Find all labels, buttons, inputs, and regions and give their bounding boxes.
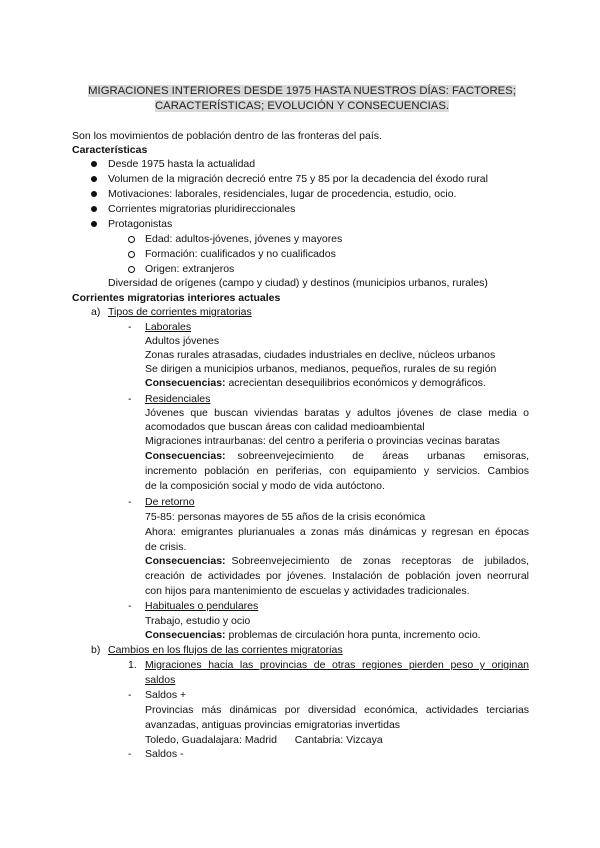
list-marker: a) bbox=[91, 306, 101, 318]
list-item: Origen: extranjeros bbox=[145, 263, 235, 275]
residenciales-line: Jóvenes que buscan viviendas baratas y adultos jóvenes de clase media o bbox=[145, 407, 529, 419]
caracteristicas-heading: Características bbox=[72, 144, 148, 156]
saldos-pos-title: Saldos + bbox=[145, 689, 187, 701]
bullet-icon bbox=[91, 161, 97, 167]
diversidad-text: Diversidad de orígenes (campo y ciudad) y destinos (municipios urbanos, rurales) bbox=[108, 277, 488, 289]
corrientes-heading: Corrientes migratorias interiores actuales bbox=[72, 292, 281, 304]
consecuencias-text: sobreenvejecimiento de áreas urbanas emisoras, bbox=[237, 450, 529, 462]
bullet-icon bbox=[91, 221, 97, 227]
numbered-item-line: saldos bbox=[145, 674, 176, 686]
consecuencias-text: problemas de circulación hora punta, incremento ocio. bbox=[228, 629, 481, 641]
title-line-1: MIGRACIONES INTERIORES DESDE 1975 HASTA NUESTROS DÍAS: FACTORES; bbox=[88, 85, 516, 97]
intro-text: Son los movimientos de población dentro de las fronteras del país. bbox=[72, 130, 382, 142]
bullet-icon bbox=[91, 206, 97, 212]
laborales-line: Se dirigen a municipios urbanos, medianos, pequeños, rurales de su región bbox=[145, 363, 497, 375]
residenciales-consecuencias bbox=[145, 449, 529, 464]
consecuencias-text: incremento población en periferias, con equipamiento y servicios. Cambios bbox=[145, 465, 529, 477]
saldos-pos-example: Cantabria: Vizcaya bbox=[294, 734, 383, 746]
list-item: Desde 1975 hasta la actualidad bbox=[108, 158, 256, 170]
circle-bullet-icon bbox=[128, 236, 135, 243]
consecuencias-text: con hijos para mantenimiento de escuelas y actividades tradicionales. bbox=[145, 585, 470, 597]
retorno-line: 75-85: personas mayores de 55 años de la crisis económica bbox=[145, 511, 426, 523]
circle-bullet-icon bbox=[128, 266, 135, 273]
residenciales-line: Migraciones intraurbanas: del centro a periferia o provincias vecinas baratas bbox=[145, 435, 500, 447]
consecuencias-text: creación de actividades por jóvenes. Instalación de población joven neorrural bbox=[145, 570, 529, 582]
saldos-pos-example: Toledo, Guadalajara: Madrid bbox=[145, 734, 277, 746]
section-a-label: Tipos de corrientes migratorias bbox=[108, 306, 252, 318]
saldos-neg-title: Saldos - bbox=[145, 748, 184, 760]
list-item: Corrientes migratorias pluridireccionales bbox=[108, 203, 296, 215]
consecuencias-text: Sobreenvejecimiento de zonas receptoras de jubilados, bbox=[231, 555, 529, 567]
list-item: Protagonistas bbox=[108, 218, 173, 230]
list-item: Volumen de la migración decreció entre 75 y 85 por la decadencia del éxodo rural bbox=[108, 173, 488, 185]
circle-bullet-icon bbox=[128, 251, 135, 258]
list-item: Edad: adultos-jóvenes, jóvenes y mayores bbox=[145, 233, 343, 245]
habituales-consecuencias bbox=[145, 628, 481, 643]
page-title bbox=[72, 84, 532, 114]
laborales-line: Zonas rurales atrasadas, ciudades industriales en declive, núcleos urbanos bbox=[145, 349, 496, 361]
title-line-2: CARACTERÍSTICAS; EVOLUCIÓN Y CONSECUENCIAS. bbox=[155, 100, 449, 112]
dash-marker: - bbox=[128, 748, 132, 760]
list-marker: b) bbox=[91, 644, 101, 656]
saldos-pos-line: Provincias más dinámicas por diversidad económica, actividades terciarias bbox=[145, 704, 529, 716]
consecuencias-label: Consecuencias: bbox=[145, 555, 226, 567]
bullet-icon bbox=[91, 176, 97, 182]
consecuencias-label: Consecuencias: bbox=[145, 450, 226, 462]
dash-marker: - bbox=[128, 600, 132, 612]
saldos-pos-line: avanzadas, antiguas provincias emigratorias invertidas bbox=[145, 719, 401, 731]
list-item: Formación: cualificados y no cualificados bbox=[145, 248, 336, 260]
list-item: Motivaciones: laborales, residenciales, lugar de procedencia, estudio, ocio. bbox=[108, 188, 457, 200]
residenciales-title: Residenciales bbox=[145, 393, 211, 405]
bullet-icon bbox=[91, 191, 97, 197]
saldos-pos-line bbox=[145, 733, 383, 748]
consecuencias-text: acrecientan desequilibrios económicos y demográficos. bbox=[228, 377, 486, 389]
habituales-title: Habituales o pendulares bbox=[145, 600, 259, 612]
laborales-line: Adultos jóvenes bbox=[145, 335, 220, 347]
retorno-title: De retorno bbox=[145, 496, 195, 508]
consecuencias-text: de la composición social y modo de vida autóctono. bbox=[145, 480, 385, 492]
consecuencias-label: Consecuencias: bbox=[145, 377, 226, 389]
laborales-consecuencias bbox=[145, 376, 486, 391]
numbered-item-line: Migraciones hacia las provincias de otras regiones pierden peso y originan bbox=[145, 659, 529, 671]
list-marker: 1. bbox=[128, 659, 137, 671]
habituales-line: Trabajo, estudio y ocio bbox=[145, 615, 251, 627]
dash-marker: - bbox=[128, 393, 132, 405]
retorno-consecuencias bbox=[145, 554, 529, 569]
retorno-line: de crisis. bbox=[145, 541, 187, 553]
consecuencias-label: Consecuencias: bbox=[145, 629, 226, 641]
dash-marker: - bbox=[128, 321, 132, 333]
dash-marker: - bbox=[128, 689, 132, 701]
residenciales-line: acomodados que buscan áreas con calidad medioambiental bbox=[145, 421, 425, 433]
dash-marker: - bbox=[128, 496, 132, 508]
section-b-label: Cambios en los flujos de las corrientes migratorias bbox=[108, 644, 343, 656]
laborales-title: Laborales bbox=[145, 321, 192, 333]
retorno-line: Ahora: emigrantes plurianuales a zonas más dinámicas y regresan en épocas bbox=[145, 526, 529, 538]
